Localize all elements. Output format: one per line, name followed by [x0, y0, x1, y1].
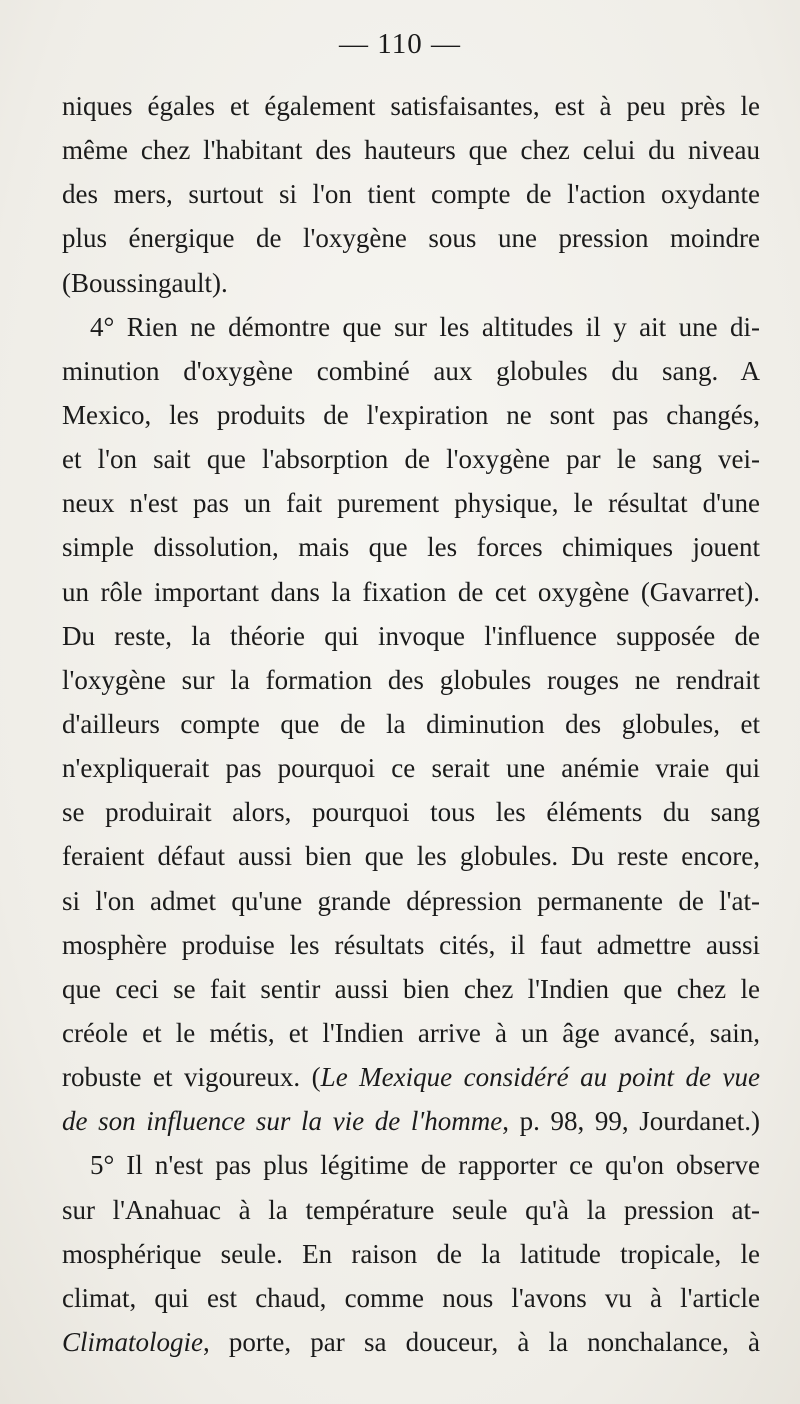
citation-reference: , p. 98, 99, Jourdanet.) [502, 1106, 760, 1137]
citation-line [62, 1055, 760, 1099]
text-line: l'oxygène sur la formation des globules rouges ne rendrait [62, 664, 760, 695]
text-line: simple dissolution, mais que les forces chimiques jouent [62, 532, 760, 563]
text-line: minution d'oxygène combiné aux globules du sang. A [62, 355, 760, 386]
text-line: mosphérique seule. En raison de la latitude tropicale, le [62, 1238, 760, 1269]
text-line: un rôle important dans la fixation de cet oxygène (Gavarret). [62, 576, 760, 607]
text-line: des mers, surtout si l'on tient compte de l'action oxydante [62, 179, 760, 210]
article-reference: Climatologie [62, 1326, 203, 1357]
text-line: mosphère produise les résultats cités, il faut admettre aussi [62, 929, 760, 960]
text-line: Mexico, les produits de l'expiration ne sont pas changés, [62, 399, 760, 430]
page-number: — 110 — [339, 28, 461, 60]
text-line: se produirait alors, pourquoi tous les éléments du sang [62, 797, 760, 828]
text-line: sur l'Anahuac à la température seule qu'à la pression at- [62, 1194, 760, 1225]
text-line: (Boussingault). [62, 267, 228, 298]
text-line: que ceci se fait sentir aussi bien chez l'Indien que chez le [62, 973, 760, 1004]
book-title: Le Mexique considéré au point de vue [320, 1062, 760, 1093]
citation-line [62, 1099, 760, 1143]
text-line: n'expliquerait pas pourquoi ce serait une anémie vraie qui [62, 753, 760, 784]
text-line: niques égales et également satisfaisantes, est à peu près le [62, 91, 760, 121]
citation-prefix: robuste et vigoureux. ( [62, 1062, 321, 1093]
text-line: climat, qui est chaud, comme nous l'avons vu à l'article [62, 1282, 760, 1313]
text-line: créole et le métis, et l'Indien arrive à un âge avancé, sain, [62, 1017, 760, 1048]
text-line: même chez l'habitant des hauteurs que chez celui du niveau [62, 135, 760, 166]
text-line: d'ailleurs compte que de la diminution des globules, et [62, 708, 760, 739]
text-line: neux n'est pas un fait purement physique, le résultat d'une [62, 488, 760, 519]
paragraph-start-line: 4° Rien ne démontre que sur les altitudes il y ait une di- [90, 311, 760, 342]
text-line: si l'on admet qu'une grande dépression permanente de l'at- [62, 885, 760, 916]
paragraph-start-line: 5° Il n'est pas plus légitime de rapporter ce qu'on observe [90, 1150, 760, 1181]
body-text [62, 84, 760, 1364]
text-line: feraient défaut aussi bien que les globules. Du reste encore, [62, 841, 760, 872]
text-line: Du reste, la théorie qui invoque l'influence supposée de [62, 620, 760, 651]
text-line [62, 1320, 760, 1364]
text-line: et l'on sait que l'absorption de l'oxygène par le sang vei- [62, 444, 760, 475]
text-continuation: , porte, par sa douceur, à la nonchalance, à [203, 1326, 760, 1357]
text-line: plus énergique de l'oxygène sous une pression moindre [62, 223, 760, 254]
book-title-continued: de son influence sur la vie de l'homme [62, 1106, 503, 1137]
